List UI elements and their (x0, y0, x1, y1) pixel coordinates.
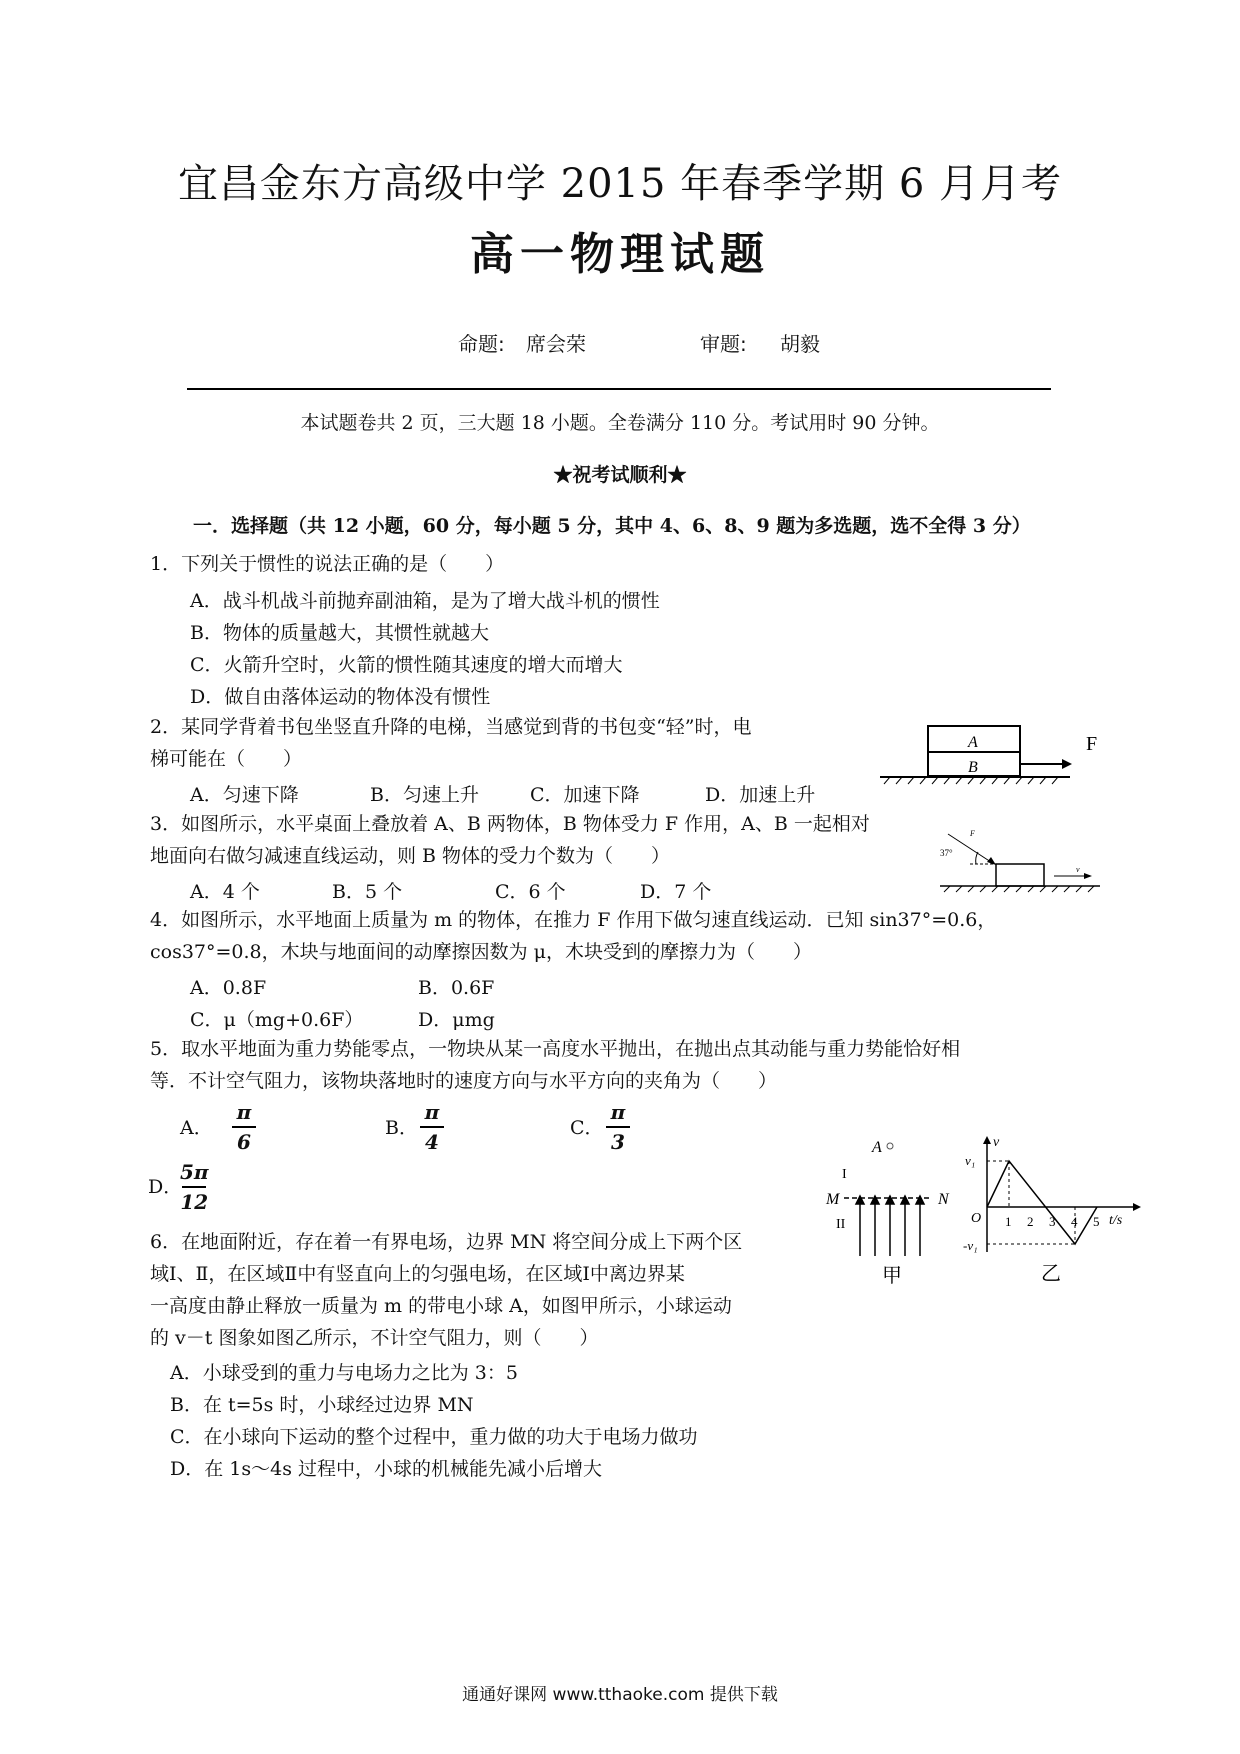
exam-school-title: 宜昌金东方高级中学 2015 年春季学期 6 月月考 (177, 161, 1063, 207)
q2-force-label: F (1086, 733, 1098, 755)
q6-tick-4: 4 (1071, 1214, 1078, 1229)
q6-origin-label: O (971, 1211, 982, 1226)
question-3-stem-line1: 3．如图所示，水平桌面上叠放着 A、B 两物体，B 物体受力 F 作用，A、B 一起相对 (150, 813, 870, 835)
q4-option-c: C．μ（mg+0.6F） (190, 1009, 364, 1031)
q6-vt-graph (963, 1132, 1155, 1285)
blessing-text: ★祝考试顺利★ (553, 464, 687, 486)
q5-option-b-denominator: 4 (425, 1130, 439, 1154)
section-heading: 一．选择题（共 12 小题，60 分，每小题 5 分，其中 4、6、8、9 题为多选题，选不全得 3 分） (193, 515, 1031, 537)
q6-ball-label: A (872, 1139, 882, 1156)
question-4-stem-line1: 4．如图所示，水平地面上质量为 m 的物体，在推力 F 作用下做匀速直线运动．已知 sin37°=0.6， (150, 909, 997, 931)
question-5-stem-line2: 等．不计空气阻力，该物块落地时的速度方向与水平方向的夹角为（ ） (150, 1070, 778, 1092)
author-name: 席会荣 (526, 332, 586, 356)
q2-block-b-label: B (968, 759, 978, 776)
question-2-stem-line1: 2．某同学背着书包坐竖直升降的电梯，当感觉到背的书包变“轻”时，电 (150, 716, 752, 738)
q1-option-a: A．战斗机战斗前抛弃副油箱，是为了增大战斗机的惯性 (190, 590, 660, 612)
q6-option-c: C．在小球向下运动的整个过程中，重力做的功大于电场力做功 (170, 1426, 698, 1448)
q5-option-b-numerator: π (424, 1100, 440, 1124)
reviewer-label: 审题: (700, 332, 747, 356)
q2-option-a: A．匀速下降 (190, 784, 299, 806)
q6-caption-yi: 乙 (1041, 1263, 1061, 1285)
question-1-stem: 1．下列关于惯性的说法正确的是（ ） (150, 553, 505, 575)
q5-option-b-fraction (420, 1100, 444, 1154)
q6-field-diagram (820, 1136, 970, 1286)
q2-option-b: B．匀速上升 (370, 784, 479, 806)
q3-option-c: C．6 个 (495, 881, 566, 903)
question-3-stem-line2: 地面向右做匀减速直线运动，则 B 物体的受力个数为（ ） (150, 845, 671, 867)
question-6-stem-line3: 一高度由静止释放一质量为 m 的带电小球 A，如图甲所示，小球运动 (150, 1295, 732, 1317)
q6-n-label: N (938, 1191, 949, 1208)
q6-caption-jia: 甲 (882, 1265, 902, 1287)
question-5-stem-line1: 5．取水平地面为重力势能零点，一物块从某一高度水平抛出，在抛出点其动能与重力势能恰好相 (150, 1038, 961, 1060)
question-6-stem-line2: 域Ⅰ、Ⅱ，在区域Ⅱ中有竖直向上的匀强电场，在区域Ⅰ中离边界某 (150, 1263, 685, 1285)
page-footer: 通通好课网 www.tthaoke.com 提供下载 (462, 1685, 778, 1705)
q6-option-d: D．在 1s～4s 过程中，小球的机械能先减小后增大 (170, 1458, 602, 1480)
q4-option-d: D．μmg (418, 1009, 495, 1031)
q2-block-a-label: A (968, 734, 978, 751)
q6-option-b: B．在 t=5s 时，小球经过边界 MN (170, 1394, 474, 1416)
question-6-stem-line1: 6．在地面附近，存在着一有界电场，边界 MN 将空间分成上下两个区 (150, 1231, 743, 1253)
author-label: 命题: (458, 332, 505, 356)
q6-tick-5: 5 (1093, 1214, 1100, 1229)
q1-option-c: C．火箭升空时，火箭的惯性随其速度的增大而增大 (190, 654, 623, 676)
q5-option-d-label: D． (148, 1176, 183, 1198)
q5-option-c-numerator: π (610, 1100, 626, 1124)
q5-option-a-bar (232, 1126, 256, 1128)
q5-option-d-bar (182, 1186, 206, 1188)
q6-m-label: M (826, 1191, 840, 1208)
q5-option-c-label: C． (570, 1117, 604, 1139)
q3-option-d: D．7 个 (640, 881, 712, 903)
q4-push-figure (940, 828, 1110, 898)
q6-tick-2: 2 (1027, 1214, 1034, 1229)
q6-tick-1: 1 (1005, 1214, 1012, 1229)
q3-option-b: B．5 个 (332, 881, 403, 903)
q5-option-a-denominator: 6 (237, 1130, 251, 1154)
q2-option-c: C．加速下降 (530, 784, 640, 806)
q6-region-1-label: I (842, 1167, 847, 1182)
exam-subject-title: 高一物理试题 (470, 229, 770, 280)
header-divider (187, 388, 1051, 390)
q5-option-a-numerator: π (236, 1100, 252, 1124)
q6-region-2-label: II (836, 1217, 846, 1232)
q5-option-d-numerator: 5π (180, 1160, 209, 1184)
q2-option-d: D．加速上升 (705, 784, 816, 806)
q5-option-a-label: A． (180, 1117, 213, 1139)
q4-velocity-label: v (1076, 865, 1080, 874)
q4-option-b: B．0.6F (418, 977, 495, 999)
question-6-stem-line4: 的 v－t 图象如图乙所示，不计空气阻力，则（ ） (150, 1327, 599, 1349)
q5-option-b-bar (420, 1126, 444, 1128)
q5-option-b-label: B． (385, 1117, 418, 1139)
exam-info: 本试题卷共 2 页，三大题 18 小题。全卷满分 110 分。考试用时 90 分钟。 (300, 412, 940, 434)
q6-ball-dot (887, 1143, 893, 1149)
q4-option-a: A．0.8F (190, 977, 267, 999)
q4-force-label: F (970, 829, 975, 838)
q6-v1-label: v₁ (965, 1153, 976, 1168)
q6-vt-line (987, 1161, 1097, 1244)
q3-option-a: A．4 个 (190, 881, 260, 903)
q4-angle-label: 37° (940, 848, 953, 858)
q6-option-a: A．小球受到的重力与电场力之比为 3：5 (170, 1362, 518, 1384)
q6-tick-3: 3 (1049, 1214, 1056, 1229)
q6-neg-v1-label: -v₁ (963, 1238, 978, 1253)
q5-option-c-denominator: 3 (611, 1130, 625, 1154)
q5-option-d-denominator: 12 (180, 1190, 209, 1214)
question-2-stem-line2: 梯可能在（ ） (150, 748, 303, 770)
question-4-stem-line2: cos37°=0.8，木块与地面间的动摩擦因数为 μ，木块受到的摩擦力为（ ） (150, 941, 813, 963)
reviewer-name: 胡毅 (780, 332, 820, 356)
q1-option-b: B．物体的质量越大，其惯性就越大 (190, 622, 489, 644)
q5-option-c-bar (606, 1126, 630, 1128)
q2-blocks-figure (880, 720, 1120, 790)
q5-option-c-fraction (606, 1100, 630, 1154)
q1-option-d: D．做自由落体运动的物体没有惯性 (190, 686, 491, 708)
q6-t-axis-label: t/s (1109, 1213, 1123, 1228)
q5-option-d-fraction (180, 1160, 209, 1214)
q5-option-a-fraction (232, 1100, 256, 1154)
q6-v-axis-label: v (993, 1135, 1000, 1150)
